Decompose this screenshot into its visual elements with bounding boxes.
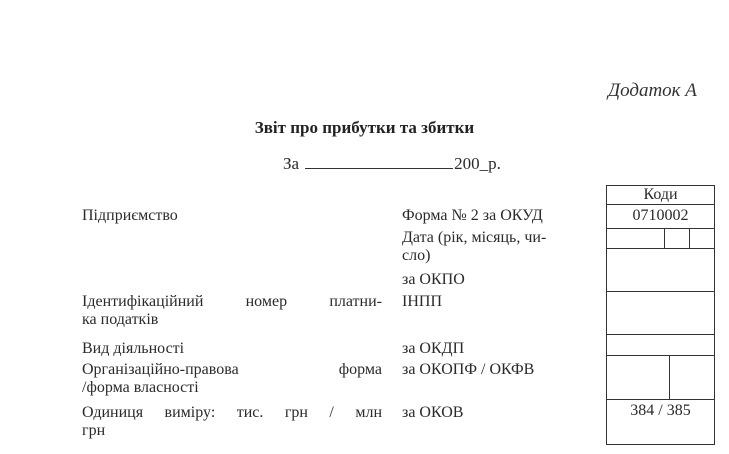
unit-label xyxy=(82,404,382,440)
legal-form-label-part1: Організаційно-правова xyxy=(82,361,239,378)
legal-form-label-line2: /форма власності xyxy=(82,379,199,396)
report-title: Звіт про прибутки та збитки xyxy=(254,118,475,137)
date-label xyxy=(402,229,546,265)
tax-id-label-line1: Ідентифікаційний номер платни- xyxy=(82,293,382,310)
inpp-code-cell xyxy=(606,291,715,335)
okud-label: Форма № 2 за ОКУД xyxy=(402,207,543,224)
report-period xyxy=(283,152,501,174)
tax-id-label-line2: ка податків xyxy=(82,311,159,328)
okpo-label: за ОКПО xyxy=(402,271,465,288)
okdp-code-cell xyxy=(606,334,715,356)
enterprise-label: Підприємство xyxy=(82,207,178,224)
okdp-label: за ОКДП xyxy=(402,340,465,357)
unit-label-line1: Одиниця виміру: тис. грн / млн xyxy=(82,404,382,421)
unit-label-line2: грн xyxy=(82,422,106,439)
okov-code: 384 / 385 xyxy=(630,402,691,419)
date-label-line2: сло) xyxy=(402,247,431,264)
period-prefix: За xyxy=(283,154,300,173)
tax-id-label xyxy=(82,293,382,329)
legal-form-label xyxy=(82,361,382,397)
okopf-code-cell xyxy=(606,355,715,400)
activity-label: Вид діяльності xyxy=(82,340,185,357)
date-code-divider xyxy=(664,228,690,249)
codes-header-cell xyxy=(606,185,715,205)
okud-code-cell xyxy=(606,204,715,229)
appendix-label: Додаток А xyxy=(608,80,697,101)
codes-header: Коди xyxy=(643,186,678,203)
okud-code: 0710002 xyxy=(632,207,689,224)
legal-form-label-part2: форма xyxy=(338,361,382,378)
date-code-cell xyxy=(606,228,715,249)
inpp-label: ІНПП xyxy=(402,293,442,310)
okopf-code-divider xyxy=(669,355,670,400)
okpo-code-cell xyxy=(606,248,715,292)
okov-label: за ОКОВ xyxy=(402,404,464,421)
period-blank-line xyxy=(305,152,453,169)
okov-code-cell xyxy=(606,399,715,445)
period-suffix: 200_р. xyxy=(454,154,501,173)
okopf-label: за ОКОПФ / ОКФВ xyxy=(402,361,535,378)
date-label-line1: Дата (рік, місяць, чи- xyxy=(402,229,547,246)
